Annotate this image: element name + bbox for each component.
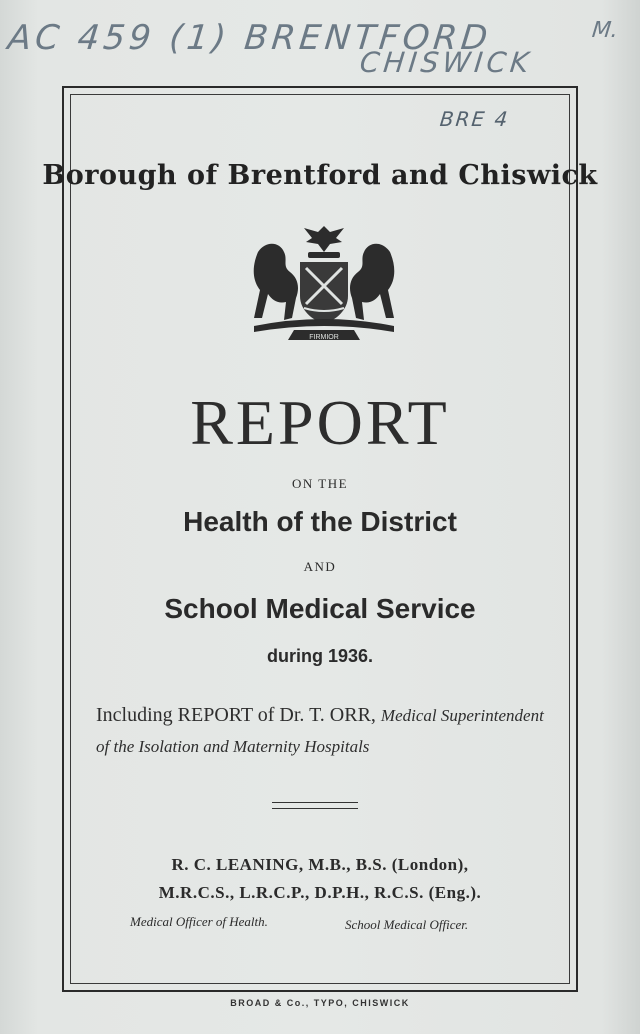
coat-of-arms-icon [248, 222, 400, 346]
school-title: School Medical Service [164, 593, 476, 624]
handwritten-shelfmark: AC 459 (1) BRENTFORD [5, 18, 494, 58]
superintendent-text: Medical Superintendent of the Isolation and Maternity Hospitals [96, 706, 544, 756]
including-text: Including REPORT of Dr. T. ORR, [96, 704, 376, 726]
author-qualifications: M.R.C.S., L.R.C.P., D.P.H., R.C.S. (Eng.). [158, 883, 482, 902]
and-label: AND [303, 559, 337, 574]
on-the-label: ON THE [291, 476, 349, 491]
handwritten-letter: M. [590, 18, 620, 43]
health-title: Health of the District [183, 506, 457, 537]
report-title: REPORT [190, 387, 450, 458]
year-line: during 1936. [266, 646, 374, 666]
role-medical-officer: Medical Officer of Health. [130, 914, 268, 929]
including-paragraph [96, 700, 546, 762]
crest-motto: FIRMIOR [309, 334, 339, 341]
printer-imprint: BROAD & Co., TYPO, CHISWICK [230, 998, 410, 1008]
borough-heading: Borough of Brentford and Chiswick [42, 160, 598, 191]
role-school-officer: School Medical Officer. [345, 917, 469, 932]
divider-rule [272, 808, 358, 809]
handwritten-code: BRE 4 [438, 107, 511, 131]
author-name: R. C. LEANING, M.B., B.S. (London), [171, 855, 469, 874]
divider-rule [272, 802, 358, 803]
handwritten-shelfmark-line2: CHISWICK [358, 46, 535, 79]
